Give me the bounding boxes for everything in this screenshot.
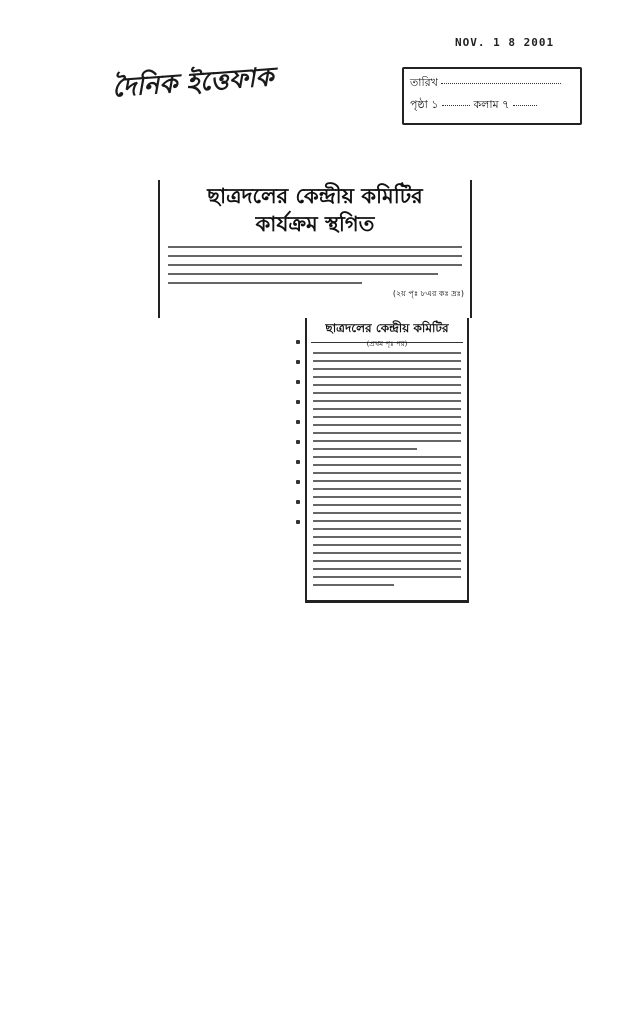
text-line xyxy=(313,384,461,386)
text-line xyxy=(313,464,461,466)
article-clipping xyxy=(158,180,472,318)
text-line xyxy=(168,255,462,257)
text-line xyxy=(313,496,461,498)
text-line xyxy=(313,400,461,402)
text-line xyxy=(313,448,417,450)
text-line xyxy=(313,368,461,370)
text-line xyxy=(313,544,461,546)
index-date-label: তারিখ xyxy=(410,76,438,89)
text-line xyxy=(313,456,461,458)
margin-mark xyxy=(296,520,300,524)
text-line xyxy=(313,352,461,354)
text-line xyxy=(313,560,461,562)
margin-mark xyxy=(296,360,300,364)
index-column-label: কলাম xyxy=(473,98,499,111)
index-column-dots xyxy=(513,105,537,106)
margin-mark xyxy=(296,460,300,464)
text-line xyxy=(168,246,462,248)
text-line xyxy=(168,264,462,266)
text-line xyxy=(313,376,461,378)
continuation-body-text xyxy=(313,352,461,592)
headline-line-2: কার্যক্রম স্থগিত xyxy=(255,211,375,236)
text-line xyxy=(313,432,461,434)
text-line xyxy=(313,472,461,474)
text-line xyxy=(313,424,461,426)
margin-marks xyxy=(296,340,302,540)
text-line xyxy=(313,392,461,394)
article-headline xyxy=(166,182,464,238)
margin-mark xyxy=(296,440,300,444)
text-line xyxy=(313,576,461,578)
index-page-row xyxy=(410,96,537,115)
text-line xyxy=(313,552,461,554)
newspaper-masthead: দৈনিক ইত্তেফাক xyxy=(111,62,275,104)
index-date-row xyxy=(410,74,561,93)
text-line xyxy=(313,584,394,586)
index-column-value: ৭ xyxy=(502,98,510,111)
text-line xyxy=(313,360,461,362)
margin-mark xyxy=(296,340,300,344)
index-stamp-box xyxy=(402,67,582,125)
margin-mark xyxy=(296,500,300,504)
bottom-rule xyxy=(305,600,469,603)
text-line xyxy=(313,440,461,442)
article-body-text xyxy=(168,246,462,291)
text-line xyxy=(313,528,461,530)
text-line xyxy=(313,416,461,418)
text-line xyxy=(168,282,362,284)
text-line xyxy=(313,512,461,514)
continuation-subtitle: (প্রথম পৃঃ পর) xyxy=(366,340,408,348)
text-line xyxy=(313,536,461,538)
margin-mark xyxy=(296,380,300,384)
text-line xyxy=(168,273,438,275)
text-line xyxy=(313,488,461,490)
index-page-dots xyxy=(442,105,470,106)
text-line xyxy=(313,480,461,482)
continuation-clipping xyxy=(305,318,469,603)
headline-line-1: ছাত্রদলের কেন্দ্রীয় কমিটির xyxy=(207,183,423,208)
continued-note: (২য় পৃঃ ৮এর কঃ দ্রঃ) xyxy=(392,289,464,298)
text-line xyxy=(313,520,461,522)
continuation-title: ছাত্রদলের কেন্দ্রীয় কমিটির xyxy=(311,320,463,343)
margin-mark xyxy=(296,480,300,484)
text-line xyxy=(313,568,461,570)
text-line xyxy=(313,504,461,506)
margin-mark xyxy=(296,400,300,404)
margin-mark xyxy=(296,420,300,424)
index-page-label: পৃষ্ঠা xyxy=(410,98,428,111)
index-page-value: ১ xyxy=(431,98,439,111)
text-line xyxy=(313,408,461,410)
index-date-dots xyxy=(441,83,561,84)
date-stamp: NOV. 1 8 2001 xyxy=(455,36,555,49)
